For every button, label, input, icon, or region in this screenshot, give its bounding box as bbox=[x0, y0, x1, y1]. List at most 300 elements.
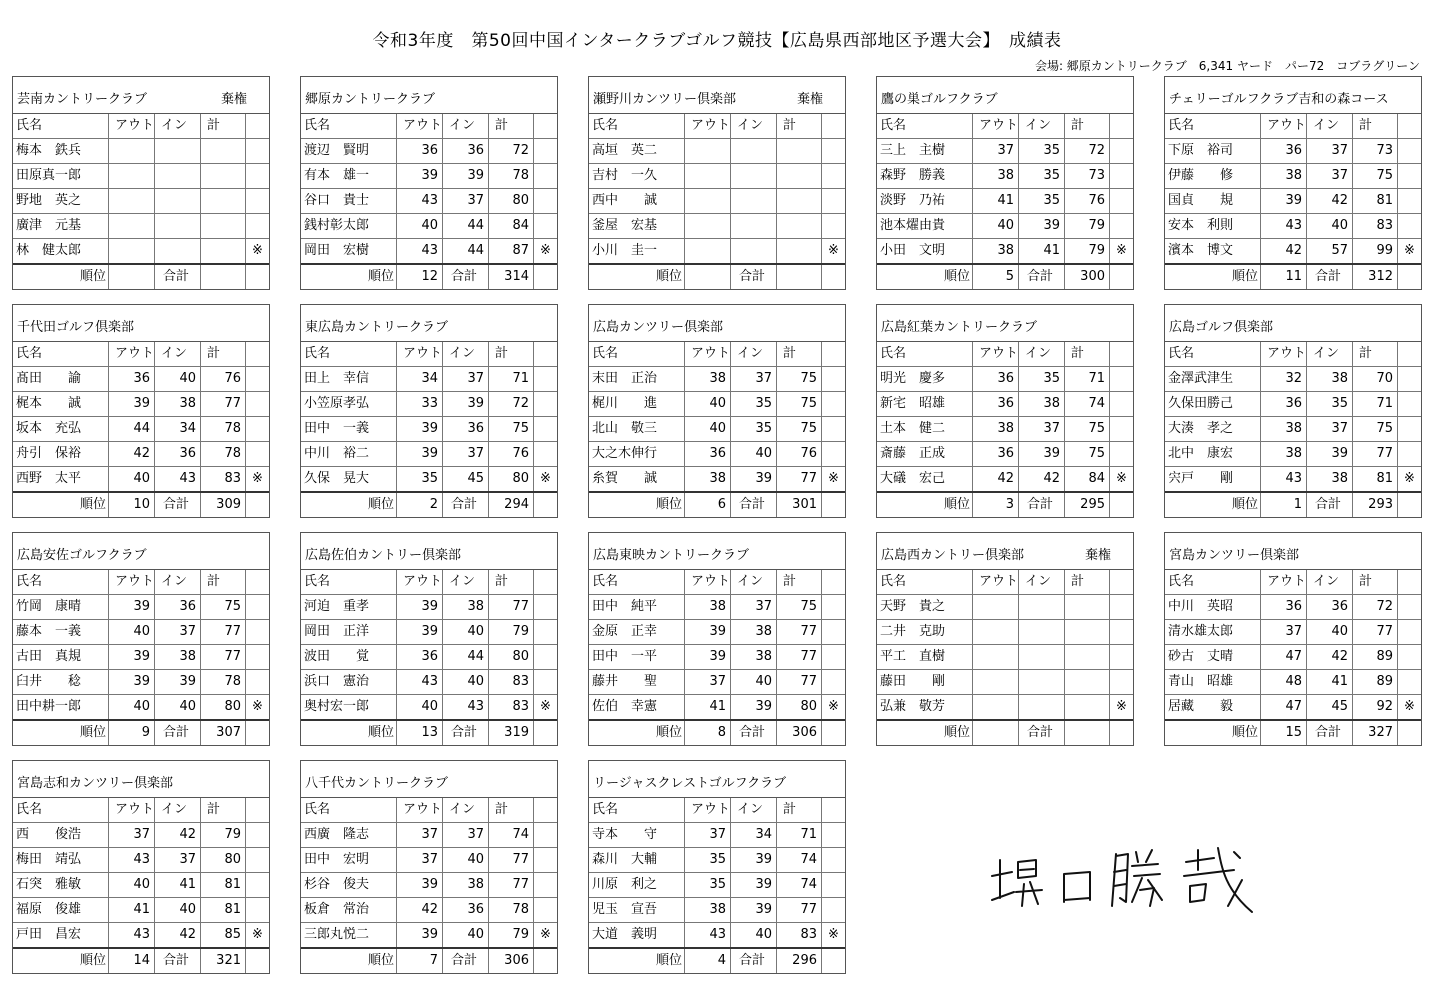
total-score: 77 bbox=[777, 645, 822, 669]
player-name: 藤田 剛 bbox=[877, 670, 973, 694]
player-row bbox=[1165, 595, 1421, 620]
player-name: 金原 正幸 bbox=[589, 620, 685, 644]
excluded-mark bbox=[1398, 670, 1421, 694]
out-score: 39 bbox=[397, 873, 443, 897]
rank-label: 順位 bbox=[589, 949, 685, 973]
team-sum: 327 bbox=[1353, 721, 1398, 745]
col-name-header: 氏名 bbox=[877, 570, 973, 594]
col-out-header: アウト bbox=[685, 342, 731, 366]
column-header-row bbox=[301, 570, 557, 595]
col-mark-header bbox=[1398, 114, 1421, 138]
in-score bbox=[731, 164, 777, 188]
player-name: 板倉 常治 bbox=[301, 898, 397, 922]
team-rank: 15 bbox=[1261, 721, 1307, 745]
excluded-mark: ※ bbox=[252, 471, 263, 486]
col-out-header: アウト bbox=[109, 798, 155, 822]
total-score: 77 bbox=[777, 670, 822, 694]
player-row bbox=[877, 467, 1133, 493]
col-mark-header bbox=[534, 114, 557, 138]
in-score: 43 bbox=[443, 695, 489, 719]
sum-label: 合計 bbox=[1019, 721, 1065, 745]
total-score: 75 bbox=[777, 595, 822, 619]
excluded-mark bbox=[1398, 645, 1421, 669]
excluded-mark bbox=[534, 670, 557, 694]
total-score bbox=[201, 139, 246, 163]
player-name: 谷口 貴士 bbox=[301, 189, 397, 213]
total-score: 84 bbox=[1065, 467, 1110, 491]
player-row bbox=[301, 164, 557, 189]
footer-blank bbox=[534, 949, 557, 973]
team-footer-row bbox=[1165, 265, 1421, 289]
out-score: 40 bbox=[685, 392, 731, 416]
total-score: 80 bbox=[201, 695, 246, 719]
player-row bbox=[301, 467, 557, 493]
team-footer-row bbox=[589, 721, 845, 745]
club-name: 鷹の巣ゴルフクラブ bbox=[881, 92, 998, 107]
team-block bbox=[12, 304, 270, 518]
player-row bbox=[589, 164, 845, 189]
total-score: 70 bbox=[1353, 367, 1398, 391]
out-score: 36 bbox=[1261, 595, 1307, 619]
out-score: 36 bbox=[973, 442, 1019, 466]
out-score: 43 bbox=[1261, 467, 1307, 491]
total-score: 78 bbox=[489, 164, 534, 188]
out-score: 32 bbox=[1261, 367, 1307, 391]
team-header bbox=[589, 533, 845, 570]
in-score bbox=[1019, 645, 1065, 669]
column-header-row bbox=[877, 342, 1133, 367]
total-score: 87 bbox=[489, 239, 534, 263]
in-score: 37 bbox=[443, 823, 489, 847]
player-row bbox=[877, 620, 1133, 645]
total-score: 75 bbox=[777, 417, 822, 441]
player-row bbox=[301, 367, 557, 392]
player-row bbox=[1165, 417, 1421, 442]
rank-label: 順位 bbox=[301, 265, 397, 289]
in-score bbox=[155, 214, 201, 238]
column-header-row bbox=[301, 342, 557, 367]
in-score bbox=[731, 214, 777, 238]
in-score: 45 bbox=[1307, 695, 1353, 719]
out-score: 43 bbox=[685, 923, 731, 947]
team-block bbox=[588, 76, 846, 290]
in-score: 39 bbox=[731, 848, 777, 872]
player-row bbox=[301, 898, 557, 923]
team-header bbox=[589, 305, 845, 342]
out-score: 36 bbox=[685, 442, 731, 466]
player-name: 久保田勝己 bbox=[1165, 392, 1261, 416]
column-header-row bbox=[301, 798, 557, 823]
player-row bbox=[589, 392, 845, 417]
col-in-header: イン bbox=[443, 114, 489, 138]
in-score: 38 bbox=[731, 620, 777, 644]
team-header bbox=[877, 533, 1133, 570]
excluded-mark: ※ bbox=[252, 699, 263, 714]
player-row bbox=[589, 923, 845, 949]
total-score bbox=[777, 139, 822, 163]
player-name: 古田 真規 bbox=[13, 645, 109, 669]
team-block bbox=[300, 760, 558, 974]
col-in-header: イン bbox=[155, 798, 201, 822]
total-score: 89 bbox=[1353, 645, 1398, 669]
in-score: 35 bbox=[1019, 189, 1065, 213]
player-row bbox=[301, 595, 557, 620]
in-score: 42 bbox=[1307, 645, 1353, 669]
player-name: 有本 雄一 bbox=[301, 164, 397, 188]
in-score: 45 bbox=[443, 467, 489, 491]
player-row bbox=[13, 873, 269, 898]
in-score: 38 bbox=[443, 595, 489, 619]
player-name: 小笠原孝弘 bbox=[301, 392, 397, 416]
sum-label: 合計 bbox=[731, 265, 777, 289]
out-score: 36 bbox=[397, 139, 443, 163]
out-score: 39 bbox=[109, 392, 155, 416]
player-name: 北山 敬三 bbox=[589, 417, 685, 441]
rank-label: 順位 bbox=[589, 265, 685, 289]
col-out-header: アウト bbox=[1261, 342, 1307, 366]
excluded-mark bbox=[1398, 442, 1421, 466]
total-score: 73 bbox=[1353, 139, 1398, 163]
total-score bbox=[1065, 670, 1110, 694]
excluded-mark bbox=[822, 392, 845, 416]
col-out-header: アウト bbox=[397, 342, 443, 366]
out-score: 37 bbox=[973, 139, 1019, 163]
in-score: 41 bbox=[1019, 239, 1065, 263]
player-row bbox=[13, 467, 269, 493]
col-total-header: 計 bbox=[777, 798, 822, 822]
excluded-mark bbox=[246, 873, 269, 897]
out-score bbox=[973, 595, 1019, 619]
player-row bbox=[877, 442, 1133, 467]
in-score: 40 bbox=[731, 923, 777, 947]
player-row bbox=[301, 392, 557, 417]
player-name: 渡辺 賢明 bbox=[301, 139, 397, 163]
player-name: 平工 直樹 bbox=[877, 645, 973, 669]
total-score: 75 bbox=[1353, 417, 1398, 441]
excluded-mark bbox=[534, 214, 557, 238]
player-row bbox=[877, 367, 1133, 392]
excluded-mark bbox=[246, 367, 269, 391]
team-footer-row bbox=[1165, 721, 1421, 745]
footer-blank bbox=[534, 493, 557, 517]
team-block bbox=[1164, 304, 1422, 518]
in-score: 42 bbox=[155, 823, 201, 847]
player-row bbox=[1165, 367, 1421, 392]
club-name: 八千代カントリークラブ bbox=[305, 776, 449, 791]
club-name: 広島カンツリー倶楽部 bbox=[593, 320, 724, 335]
in-score: 39 bbox=[1019, 214, 1065, 238]
player-row bbox=[13, 239, 269, 265]
player-row bbox=[877, 695, 1133, 721]
excluded-mark bbox=[1398, 139, 1421, 163]
team-block bbox=[1164, 532, 1422, 746]
in-score: 39 bbox=[731, 467, 777, 491]
team-rank bbox=[973, 721, 1019, 745]
excluded-mark bbox=[534, 823, 557, 847]
team-header bbox=[301, 305, 557, 342]
total-score: 80 bbox=[489, 467, 534, 491]
out-score: 42 bbox=[109, 442, 155, 466]
col-in-header: イン bbox=[155, 342, 201, 366]
team-header bbox=[1165, 77, 1421, 114]
in-score bbox=[1019, 620, 1065, 644]
excluded-mark bbox=[534, 367, 557, 391]
out-score bbox=[685, 189, 731, 213]
out-score: 37 bbox=[397, 848, 443, 872]
club-name: 広島佐伯カントリー倶楽部 bbox=[305, 548, 462, 563]
player-name: 新宅 昭雄 bbox=[877, 392, 973, 416]
total-score: 81 bbox=[1353, 467, 1398, 491]
player-row bbox=[301, 239, 557, 265]
in-score: 37 bbox=[155, 620, 201, 644]
excluded-mark bbox=[822, 848, 845, 872]
player-row bbox=[13, 442, 269, 467]
player-row bbox=[13, 139, 269, 164]
team-rank: 10 bbox=[109, 493, 155, 517]
out-score: 39 bbox=[109, 645, 155, 669]
total-score: 80 bbox=[489, 189, 534, 213]
col-out-header: アウト bbox=[109, 342, 155, 366]
player-row bbox=[301, 442, 557, 467]
out-score bbox=[685, 239, 731, 263]
total-score: 77 bbox=[201, 620, 246, 644]
player-row bbox=[1165, 670, 1421, 695]
in-score: 40 bbox=[1307, 214, 1353, 238]
excluded-mark bbox=[246, 442, 269, 466]
out-score: 40 bbox=[109, 620, 155, 644]
team-header bbox=[589, 77, 845, 114]
player-name: 髙田 諭 bbox=[13, 367, 109, 391]
player-name: 田原真一郎 bbox=[13, 164, 109, 188]
player-row bbox=[589, 595, 845, 620]
team-header bbox=[13, 761, 269, 798]
excluded-mark bbox=[1110, 392, 1133, 416]
excluded-mark bbox=[534, 595, 557, 619]
col-name-header: 氏名 bbox=[589, 114, 685, 138]
excluded-mark bbox=[1398, 595, 1421, 619]
in-score: 37 bbox=[443, 189, 489, 213]
total-score: 80 bbox=[489, 645, 534, 669]
excluded-mark: ※ bbox=[1116, 243, 1127, 258]
total-score: 71 bbox=[489, 367, 534, 391]
excluded-mark bbox=[246, 848, 269, 872]
player-name: 西中 誠 bbox=[589, 189, 685, 213]
column-header-row bbox=[1165, 570, 1421, 595]
out-score: 42 bbox=[397, 898, 443, 922]
out-score: 40 bbox=[973, 214, 1019, 238]
total-score: 78 bbox=[201, 670, 246, 694]
page-title: 令和3年度 第50回中国インタークラブゴルフ競技【広島県西部地区予選大会】 成績表 bbox=[372, 31, 1062, 51]
rank-label: 順位 bbox=[13, 493, 109, 517]
player-name: 臼井 稔 bbox=[13, 670, 109, 694]
column-header-row bbox=[1165, 114, 1421, 139]
team-header bbox=[13, 533, 269, 570]
player-name: 久保 晃大 bbox=[301, 467, 397, 491]
excluded-mark bbox=[1398, 164, 1421, 188]
player-row bbox=[877, 239, 1133, 265]
col-name-header: 氏名 bbox=[1165, 342, 1261, 366]
col-mark-header bbox=[1110, 342, 1133, 366]
out-score bbox=[109, 164, 155, 188]
player-name: 吉村 一久 bbox=[589, 164, 685, 188]
total-score bbox=[777, 164, 822, 188]
rank-label: 順位 bbox=[877, 265, 973, 289]
col-in-header: イン bbox=[443, 342, 489, 366]
total-score: 83 bbox=[489, 695, 534, 719]
col-total-header: 計 bbox=[1065, 114, 1110, 138]
col-mark-header bbox=[246, 570, 269, 594]
player-row bbox=[13, 695, 269, 721]
in-score: 44 bbox=[443, 214, 489, 238]
out-score: 48 bbox=[1261, 670, 1307, 694]
excluded-mark bbox=[822, 595, 845, 619]
player-name: 土本 健二 bbox=[877, 417, 973, 441]
excluded-mark bbox=[534, 417, 557, 441]
in-score bbox=[155, 189, 201, 213]
player-row bbox=[1165, 189, 1421, 214]
excluded-mark bbox=[1110, 214, 1133, 238]
player-name: 奥村宏一郎 bbox=[301, 695, 397, 719]
out-score: 37 bbox=[397, 823, 443, 847]
player-row bbox=[877, 139, 1133, 164]
total-score: 78 bbox=[201, 442, 246, 466]
in-score: 42 bbox=[155, 923, 201, 947]
column-header-row bbox=[13, 342, 269, 367]
out-score: 36 bbox=[973, 392, 1019, 416]
col-mark-header bbox=[246, 114, 269, 138]
team-sum: 312 bbox=[1353, 265, 1398, 289]
player-row bbox=[589, 239, 845, 265]
col-mark-header bbox=[822, 570, 845, 594]
total-score: 75 bbox=[777, 367, 822, 391]
team-footer-row bbox=[589, 265, 845, 289]
excluded-mark bbox=[822, 367, 845, 391]
footer-blank bbox=[534, 265, 557, 289]
col-in-header: イン bbox=[731, 342, 777, 366]
team-rank: 4 bbox=[685, 949, 731, 973]
col-in-header: イン bbox=[155, 114, 201, 138]
in-score bbox=[731, 189, 777, 213]
excluded-mark bbox=[1398, 417, 1421, 441]
club-name: 千代田ゴルフ倶楽部 bbox=[17, 320, 135, 335]
out-score: 43 bbox=[397, 670, 443, 694]
team-footer-row bbox=[877, 265, 1133, 289]
rank-label: 順位 bbox=[13, 721, 109, 745]
team-sum: 307 bbox=[201, 721, 246, 745]
player-name: 斎藤 正成 bbox=[877, 442, 973, 466]
player-name: 寺本 守 bbox=[589, 823, 685, 847]
col-total-header: 計 bbox=[777, 342, 822, 366]
out-score: 38 bbox=[685, 367, 731, 391]
col-total-header: 計 bbox=[201, 342, 246, 366]
column-header-row bbox=[589, 798, 845, 823]
total-score: 76 bbox=[201, 367, 246, 391]
out-score: 43 bbox=[109, 923, 155, 947]
in-score: 39 bbox=[731, 873, 777, 897]
out-score: 36 bbox=[109, 367, 155, 391]
out-score: 40 bbox=[685, 417, 731, 441]
player-name: 弘兼 敬芳 bbox=[877, 695, 973, 719]
in-score: 37 bbox=[443, 442, 489, 466]
in-score: 38 bbox=[1019, 392, 1065, 416]
in-score: 38 bbox=[731, 645, 777, 669]
in-score: 40 bbox=[155, 367, 201, 391]
col-name-header: 氏名 bbox=[13, 798, 109, 822]
excluded-mark bbox=[1110, 367, 1133, 391]
total-score: 72 bbox=[1353, 595, 1398, 619]
total-score: 80 bbox=[777, 695, 822, 719]
total-score: 77 bbox=[777, 467, 822, 491]
out-score: 39 bbox=[1261, 189, 1307, 213]
total-score bbox=[1065, 620, 1110, 644]
team-rank: 9 bbox=[109, 721, 155, 745]
excluded-mark bbox=[1110, 417, 1133, 441]
player-name: 小田 文明 bbox=[877, 239, 973, 263]
out-score: 36 bbox=[973, 367, 1019, 391]
in-score: 44 bbox=[443, 239, 489, 263]
player-name: 田上 幸信 bbox=[301, 367, 397, 391]
col-name-header: 氏名 bbox=[13, 342, 109, 366]
excluded-mark bbox=[534, 873, 557, 897]
sum-label: 合計 bbox=[1019, 493, 1065, 517]
excluded-mark: ※ bbox=[1404, 243, 1415, 258]
excluded-mark bbox=[534, 898, 557, 922]
col-out-header: アウト bbox=[973, 570, 1019, 594]
total-score: 85 bbox=[201, 923, 246, 947]
in-score: 40 bbox=[443, 670, 489, 694]
player-name: 大之木伸行 bbox=[589, 442, 685, 466]
col-mark-header bbox=[1398, 342, 1421, 366]
team-footer-row bbox=[13, 493, 269, 517]
col-total-header: 計 bbox=[201, 114, 246, 138]
team-block bbox=[300, 304, 558, 518]
player-name: 伊藤 修 bbox=[1165, 164, 1261, 188]
total-score bbox=[201, 164, 246, 188]
out-score: 43 bbox=[1261, 214, 1307, 238]
player-name: 西 俊浩 bbox=[13, 823, 109, 847]
player-row bbox=[589, 417, 845, 442]
team-sum: 314 bbox=[489, 265, 534, 289]
player-row bbox=[13, 923, 269, 949]
rank-label: 順位 bbox=[13, 265, 109, 289]
player-row bbox=[13, 898, 269, 923]
col-in-header: イン bbox=[1019, 114, 1065, 138]
player-name: 田中 純平 bbox=[589, 595, 685, 619]
in-score: 35 bbox=[1019, 367, 1065, 391]
total-score: 77 bbox=[1353, 442, 1398, 466]
in-score: 44 bbox=[443, 645, 489, 669]
footer-blank bbox=[1398, 721, 1421, 745]
player-name: 田中 一平 bbox=[589, 645, 685, 669]
out-score: 33 bbox=[397, 392, 443, 416]
excluded-mark: ※ bbox=[1404, 471, 1415, 486]
col-total-header: 計 bbox=[489, 570, 534, 594]
sum-label: 合計 bbox=[155, 721, 201, 745]
column-header-row bbox=[589, 114, 845, 139]
club-name: 芸南カントリークラブ bbox=[17, 92, 148, 107]
player-row bbox=[589, 139, 845, 164]
total-score bbox=[777, 239, 822, 263]
player-row bbox=[589, 695, 845, 721]
total-score bbox=[1065, 645, 1110, 669]
col-name-header: 氏名 bbox=[589, 342, 685, 366]
player-row bbox=[1165, 645, 1421, 670]
player-name: 銭村彰太郎 bbox=[301, 214, 397, 238]
excluded-mark: ※ bbox=[252, 927, 263, 942]
player-row bbox=[877, 189, 1133, 214]
team-header bbox=[589, 761, 845, 798]
in-score: 35 bbox=[1019, 139, 1065, 163]
